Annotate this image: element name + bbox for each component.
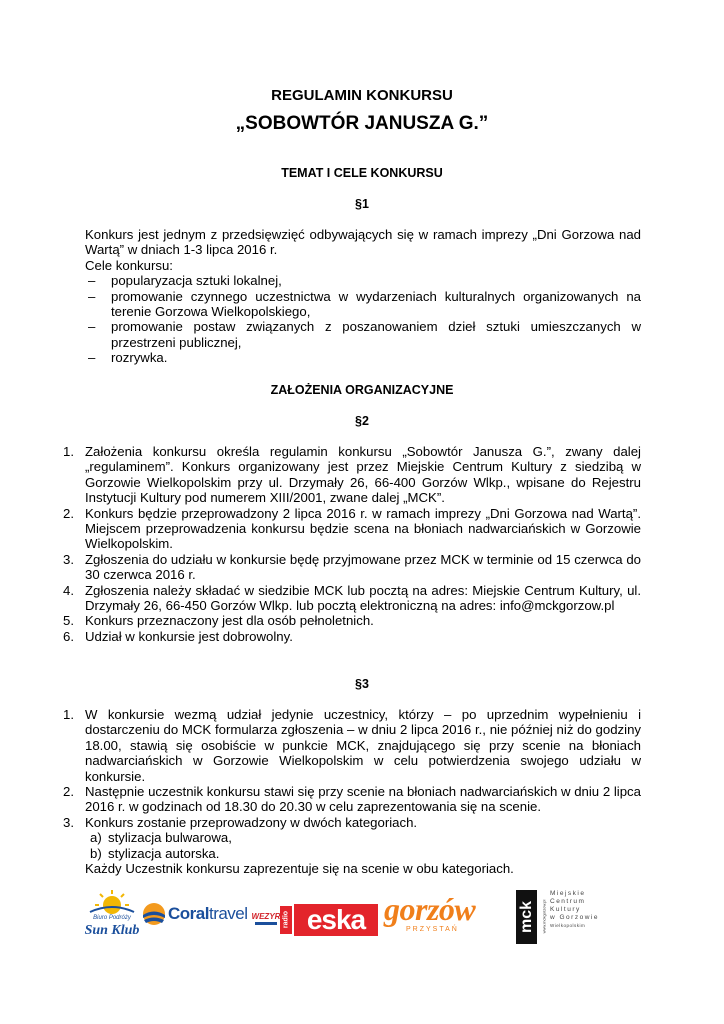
coral-globe-icon	[142, 902, 166, 926]
list-item: 5. Konkurs przeznaczony jest dla osób pełnoletnich.	[63, 613, 374, 629]
mck-logo-mark	[516, 890, 546, 944]
paragraph-1	[85, 227, 641, 366]
radio-label: radio	[282, 910, 290, 929]
section-heading-theme: TEMAT I CELE KONKURSU	[281, 166, 443, 180]
wezyr-logo: WEZYR	[250, 912, 282, 930]
doc-subtitle: „SOBOWTÓR JANUSZA G.”	[235, 113, 489, 134]
sun-klub-logo	[82, 888, 142, 944]
list-item: 2. Następnie uczestnik konkursu stawi się przy scenie na błoniach nadwarciańskich w dniu 2 lipca 2016 r. w godzinach od 18.30 do 20.30 w celu zaprezentowania się na scenie.	[63, 784, 641, 815]
goal-item: – rozrywka.	[88, 350, 168, 366]
dash-marker: –	[88, 350, 96, 366]
list-item: 6. Udział w konkursie jest dobrowolny.	[63, 628, 293, 644]
paragraph-mark-2: §2	[355, 414, 369, 428]
radio-eska-logo	[280, 902, 380, 938]
list-item: 4. Zgłoszenia należy składać w siedzibie MCK lub pocztą na adres: Miejskie Centrum Kultury, ul. Drzymały 26, 66-450 Gorzów Wlkp. lub pocztą elektroniczną na adres: info@mckgorzow.pl	[63, 582, 641, 614]
list-item: 3. Zgłoszenia do udziału w konkursie będę przyjmowane przez MCK w terminie od 15 czerwca do 30 czerwca 2016 r.	[63, 551, 641, 583]
sun-klub-tagline: Biuro Podróży	[93, 915, 131, 921]
goal-item: – promowanie czynnego uczestnictwa w wydarzeniach kulturalnych organizowanych na terenie Gorzowa Wielkopolskiego,	[88, 288, 641, 320]
dash-marker: –	[88, 319, 96, 335]
paragraph-mark-1: §1	[355, 197, 369, 211]
sun-klub-name: Sun Klub	[84, 923, 140, 938]
doc-title: REGULAMIN KONKURSU	[271, 87, 453, 104]
mck-text-logo: Miejskie Centrum Kultury w Gorzowie Wielkopolskim	[550, 890, 599, 928]
list-item: 2. Konkurs będzie przeprowadzony 2 lipca 2016 r. w ramach imprezy „Dni Gorzowa nad Wartą”. Miejscem przeprowadzenia konkursu będzie scena na błoniach nadwarciańskich w Gorzowie Wielkopolskim.	[63, 505, 641, 552]
dash-marker: –	[88, 288, 96, 304]
travel-word: travel	[208, 904, 248, 923]
przystan-label: PRZYSTAŃ	[406, 926, 459, 933]
list-item: 1. Założenia konkursu określa regulamin konkursu „Sobowtór Janusza G.”, zwany dalej „regulaminem”. Konkurs organizowany jest przez Miejskie Centrum Kultury z siedzibą w Gorzowie Wielkopolskim przy ul. Drzymały 26, 66-400 Gorzów Wlkp., wpisane do Rejestru Instytucji Kultury pod numerem XIII/2001, zwane dalej „MCK”.	[63, 444, 641, 506]
sub-list-item: b) stylizacja autorska.	[90, 845, 220, 861]
coral-word: Coral	[168, 904, 209, 923]
paragraph-1-intro: Konkurs jest jednym z przedsięwzięć odbywających się w ramach imprezy „Dni Gorzowa nad Wartą” w dniach 1-3 lipca 2016 r.	[85, 227, 641, 258]
list-item: 1. W konkursie wezmą udział jedynie uczestnicy, którzy – po uprzednim wypełnieniu i dostarczeniu do MCK formularza zgłoszenia – w dniu 2 lipca 2016 r., nie później niż do godziny 18.00, stawią się osobiście w punkcie MCK, znajdującego się przy scenie na błoniach nadwarciańskich w Gorzowie Wielkopolskim w celu potwierdzenia swojego udziału w konkursie.	[63, 707, 641, 784]
sub-list-item: a) stylizacja bulwarowa,	[90, 830, 232, 846]
goals-label: Cele konkursu:	[85, 257, 173, 273]
gorzow-przystan-logo	[384, 892, 514, 942]
list-item: 3. Konkurs zostanie przeprowadzony w dwóch kategoriach.	[63, 814, 418, 830]
mck-website: www.mckgorzow.pl	[541, 899, 547, 934]
mck-wordmark: mck	[518, 900, 535, 934]
sun-icon	[82, 888, 142, 918]
eska-wordmark: eska	[294, 904, 378, 936]
paragraph-mark-3: §3	[355, 677, 369, 691]
paragraph-3-list	[63, 707, 641, 876]
gorzow-wordmark: gorzów	[384, 891, 476, 927]
goal-item: – popularyzacja sztuki lokalnej,	[88, 273, 282, 289]
sponsor-logos	[78, 888, 650, 948]
closing-sentence: Każdy Uczestnik konkursu zaprezentuje się na scenie w obu kategoriach.	[85, 861, 514, 877]
section-heading-org: ZAŁOŻENIA ORGANIZACYJNE	[270, 383, 454, 397]
paragraph-2-list	[63, 444, 641, 644]
dash-marker: –	[88, 273, 96, 289]
goal-item: – promowanie postaw związanych z poszanowaniem dzieł sztuki umieszczanych w przestrzeni publicznej,	[88, 319, 641, 350]
